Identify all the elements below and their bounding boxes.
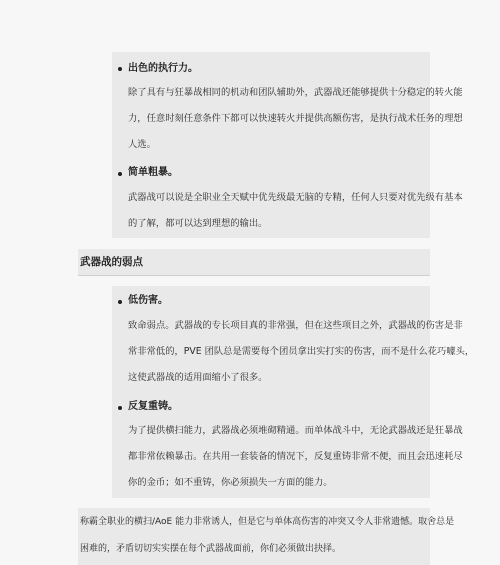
bullet-icon xyxy=(118,67,122,71)
strength-line-2-1: 武器战可以说是全职业全天赋中优先级最无脑的专精，任何人只要对优先级有基本 xyxy=(128,192,463,203)
weakness-line-2-2: 都非常依赖暴击。在共用一套装备的情况下，反复重铸非常不便，而且会迅速耗尽 xyxy=(128,451,463,462)
weakness-line-1-2: 常非常低的，PVE 团队总是需要每个团员拿出实打实的伤害，而不是什么花巧噱头， xyxy=(128,346,475,357)
weakness-title-2: 反复重铸。 xyxy=(128,401,178,412)
weakness-line-1-3: 这使武器战的适用面缩小了很多。 xyxy=(128,372,268,383)
strength-line-2-2: 的了解，都可以达到理想的输出。 xyxy=(128,218,268,229)
conclusion-line-2: 困难的，矛盾切切实实摆在每个武器战面前，你们必须做出抉择。 xyxy=(80,544,342,554)
conclusion-line-1: 称霸全职业的横扫/AoE 能力非常诱人，但是它与单体高伤害的冲突又令人非常遗憾。取舍总是 xyxy=(80,517,455,527)
weakness-box xyxy=(112,286,475,498)
bullet-icon xyxy=(118,406,122,410)
strength-line-1-1: 除了具有与狂暴战相同的机动和团队辅助外，武器战还能够提供十分稳定的转火能 xyxy=(128,87,463,98)
weakness-line-2-1: 为了提供横扫能力，武器战必须堆砌精通。而单体战斗中，无论武器战还是狂暴战 xyxy=(128,425,463,436)
strength-title-2: 简单粗暴。 xyxy=(128,167,178,178)
section-heading: 武器战的弱点 xyxy=(80,256,143,268)
heading-divider xyxy=(78,275,430,276)
bullet-icon xyxy=(118,300,122,304)
strengths-box xyxy=(112,52,463,238)
strength-line-1-3: 人选。 xyxy=(128,139,156,150)
strength-line-1-2: 力，任意时刻任意条件下都可以快速转火并提供高额伤害，是执行战术任务的理想 xyxy=(128,113,463,124)
weakness-heading-box xyxy=(78,249,430,275)
conclusion-box xyxy=(78,508,455,565)
bullet-icon xyxy=(118,172,122,176)
weakness-title-1: 低伤害。 xyxy=(128,295,168,306)
weakness-line-2-3: 你的金币；如不重铸，你必须损失一方面的能力。 xyxy=(128,477,333,488)
weakness-line-1-1: 致命弱点。武器战的专长项目真的非常强，但在这些项目之外，武器战的伤害是非 xyxy=(128,320,463,331)
strength-title-1: 出色的执行力。 xyxy=(128,63,198,74)
